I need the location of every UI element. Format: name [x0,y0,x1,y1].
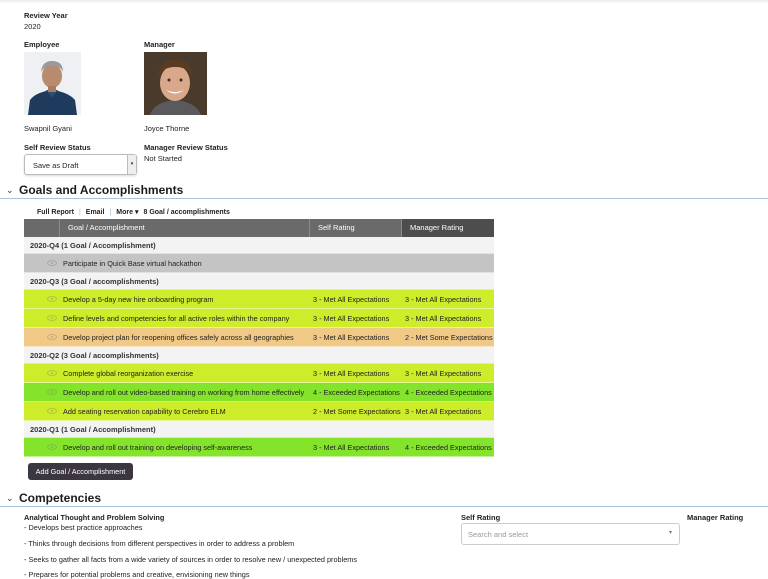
self-review-status-value: Save as Draft [33,161,79,170]
group-header-2020-q4[interactable]: 2020-Q4 (1 Goal / Accomplishment) [24,237,494,254]
toolbar-separator: | [109,208,112,216]
goals-table [24,219,494,457]
table-row[interactable] [24,402,494,421]
chevron-down-icon[interactable]: ⌄ [6,493,14,503]
self-rating-label: Self Rating [461,513,501,522]
goal-cell: Participate in Quick Base virtual hackathon [63,259,202,268]
column-header-goal[interactable]: Goal / Accomplishment [60,219,310,237]
goal-cell: Develop and roll out training on developing self-awareness [63,443,253,452]
goal-cell: Develop and roll out video-based training on working from home effectively [63,388,305,397]
add-goal-button[interactable]: Add Goal / Accomplishment [28,463,133,480]
self-rating-placeholder: Search and select [468,530,529,539]
employee-photo [24,52,81,115]
competencies-section-header[interactable] [0,491,768,507]
competency-description-line: - Thinks through decisions from different perspectives in order to address a problem [24,539,295,548]
manager-photo [144,52,207,115]
column-header-manager-rating[interactable]: Manager Rating [402,219,494,237]
eye-icon[interactable] [47,389,57,395]
manager-rating-cell [402,254,494,272]
goals-toolbar [37,208,230,216]
manager-review-status-label: Manager Review Status [144,143,228,152]
self-rating-cell: 2 - Met Some Expectations [313,407,401,416]
table-row[interactable] [24,328,494,347]
competency-title: Analytical Thought and Problem Solving [24,513,165,522]
toolbar-separator: | [78,208,81,216]
goals-section-title: Goals and Accomplishments [19,183,184,197]
manager-review-status-value: Not Started [144,154,182,163]
group-header-2020-q3[interactable]: 2020-Q3 (3 Goal / accomplishments) [24,273,494,290]
self-rating-cell: 3 - Met All Expectations [313,314,390,323]
manager-rating-cell: 4 - Exceeded Expectations [405,443,492,452]
competencies-section-title: Competencies [19,491,102,505]
chevron-down-icon[interactable]: ▾ [668,530,672,536]
review-year-label: Review Year [24,11,68,20]
chevron-down-icon[interactable]: ▾ [127,155,136,174]
employee-label: Employee [24,40,60,49]
manager-rating-cell: 3 - Met All Expectations [405,314,482,323]
table-row[interactable] [24,383,494,402]
group-header-2020-q2[interactable]: 2020-Q2 (3 Goal / accomplishments) [24,347,494,364]
column-header-icon [24,219,60,237]
table-row[interactable] [24,290,494,309]
more-menu[interactable]: More ▾ [116,209,139,216]
employee-name: Swapnil Gyani [24,124,72,133]
manager-rating-cell: 3 - Met All Expectations [405,295,482,304]
full-report-link[interactable]: Full Report [37,208,74,216]
eye-icon[interactable] [47,296,57,302]
manager-name: Joyce Thorne [144,124,190,133]
employee-avatar-icon [24,52,81,115]
group-header-2020-q1[interactable]: 2020-Q1 (1 Goal / Accomplishment) [24,421,494,438]
column-header-self-rating[interactable]: Self Rating [310,219,402,237]
manager-rating-cell: 3 - Met All Expectations [405,407,482,416]
goal-cell: Develop project plan for reopening offices safely across all geographies [63,333,294,342]
chevron-down-icon[interactable]: ⌄ [6,185,14,195]
manager-rating-cell: 2 - Met Some Expectations [405,333,493,342]
eye-icon[interactable] [47,444,57,450]
goal-cell: Define levels and competencies for all active roles within the company [63,314,290,323]
competency-description-line: - Seeks to gather all facts from a wide variety of sources in order to resolve new / unexpected problems [24,555,357,564]
table-row[interactable] [24,364,494,383]
table-row[interactable] [24,254,494,273]
self-rating-cell: 3 - Met All Expectations [313,333,390,342]
manager-avatar-icon [144,52,207,115]
manager-rating-cell: 4 - Exceeded Expectations [405,388,492,397]
self-rating-cell: 3 - Met All Expectations [313,295,390,304]
self-rating-cell: 3 - Met All Expectations [313,443,390,452]
self-review-status-select[interactable] [24,154,137,175]
eye-icon[interactable] [47,260,57,266]
eye-icon[interactable] [47,315,57,321]
email-link[interactable]: Email [85,208,105,216]
goal-cell: Develop a 5-day new hire onboarding program [63,295,214,304]
table-row[interactable] [24,309,494,328]
table-header [24,219,494,237]
eye-icon[interactable] [47,370,57,376]
goal-count: 8 Goal / accomplishments [143,208,230,216]
goals-section-header[interactable] [0,183,768,199]
competency-description-line: - Prepares for potential problems and creative, envisioning new things [24,570,250,579]
self-rating-cell: 4 - Exceeded Expectations [313,388,400,397]
self-rating-cell [310,254,402,272]
review-year-value: 2020 [24,22,41,31]
eye-icon[interactable] [47,408,57,414]
goal-cell: Add seating reservation capability to Cerebro ELM [63,407,226,416]
goal-cell: Complete global reorganization exercise [63,369,194,378]
manager-rating-cell: 3 - Met All Expectations [405,369,482,378]
top-shadow [0,0,768,4]
manager-label: Manager [144,40,175,49]
manager-rating-label: Manager Rating [687,513,744,522]
competency-description-line: - Develops best practice approaches [24,523,143,532]
table-row[interactable] [24,438,494,457]
eye-icon[interactable] [47,334,57,340]
self-rating-cell: 3 - Met All Expectations [313,369,390,378]
self-rating-select[interactable] [461,523,680,545]
self-review-status-label: Self Review Status [24,143,91,152]
